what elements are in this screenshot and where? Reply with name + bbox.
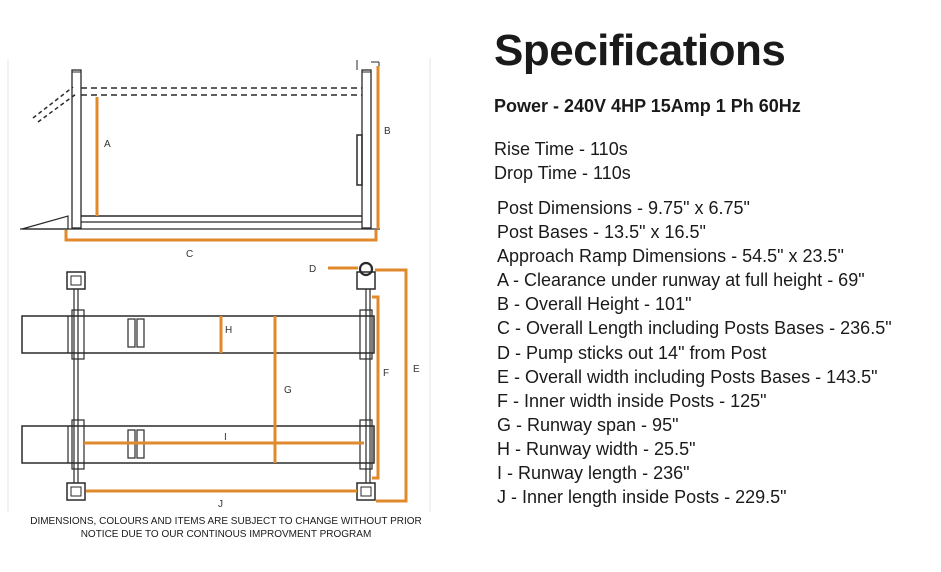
spec-item: A - Clearance under runway at full height - 69" <box>497 270 865 290</box>
label-h: H <box>225 325 233 336</box>
drop-time: Drop Time - 110s <box>494 163 631 183</box>
label-i: I <box>224 432 227 443</box>
power-spec: Power - 240V 4HP 15Amp 1 Ph 60Hz <box>494 96 801 116</box>
spec-item: B - Overall Height - 101" <box>497 294 692 314</box>
spec-item: J - Inner length inside Posts - 229.5" <box>497 487 787 507</box>
pump <box>360 263 372 275</box>
disclaimer <box>0 515 452 541</box>
top-runway <box>22 316 374 353</box>
spec-item: G - Runway span - 95" <box>497 415 679 435</box>
disclaimer-line-1: DIMENSIONS, COLOURS AND ITEMS ARE SUBJECT TO CHANGE WITHOUT PRIOR <box>30 516 422 527</box>
left-post <box>72 70 81 228</box>
dimension-c <box>66 230 376 240</box>
rise-time: Rise Time - 110s <box>494 139 628 159</box>
label-g: G <box>284 385 292 396</box>
plan-view <box>22 263 375 500</box>
spec-item: Post Dimensions - 9.75" x 6.75" <box>497 198 750 218</box>
label-f: F <box>383 368 390 379</box>
label-e: E <box>413 364 420 375</box>
spec-item: D - Pump sticks out 14" from Post <box>497 343 767 363</box>
side-view <box>20 60 380 229</box>
specifications-title: Specifications <box>494 26 786 75</box>
dimension-e <box>375 270 406 501</box>
spec-item: Post Bases - 13.5" x 16.5" <box>497 222 706 242</box>
label-c: C <box>186 249 194 260</box>
label-b: B <box>384 126 391 137</box>
spec-item: Approach Ramp Dimensions - 54.5" x 23.5" <box>497 246 844 266</box>
spec-item: F - Inner width inside Posts - 125" <box>497 391 767 411</box>
label-a: A <box>104 139 111 150</box>
dimension-f <box>372 297 378 478</box>
spec-item: E - Overall width including Posts Bases - 143.5" <box>497 367 878 387</box>
spec-item: H - Runway width - 25.5" <box>497 439 696 459</box>
label-d: D <box>309 264 317 275</box>
right-post <box>362 70 371 228</box>
label-j: J <box>218 499 223 510</box>
approach-ramp <box>22 216 68 229</box>
spec-item: I - Runway length - 236" <box>497 463 690 483</box>
lift-dimension-diagram <box>0 0 460 515</box>
spec-item: C - Overall Length including Posts Bases - 236.5" <box>497 318 892 338</box>
disclaimer-line-2: NOTICE DUE TO OUR CONTINOUS IMPROVMENT PROGRAM <box>80 529 372 540</box>
